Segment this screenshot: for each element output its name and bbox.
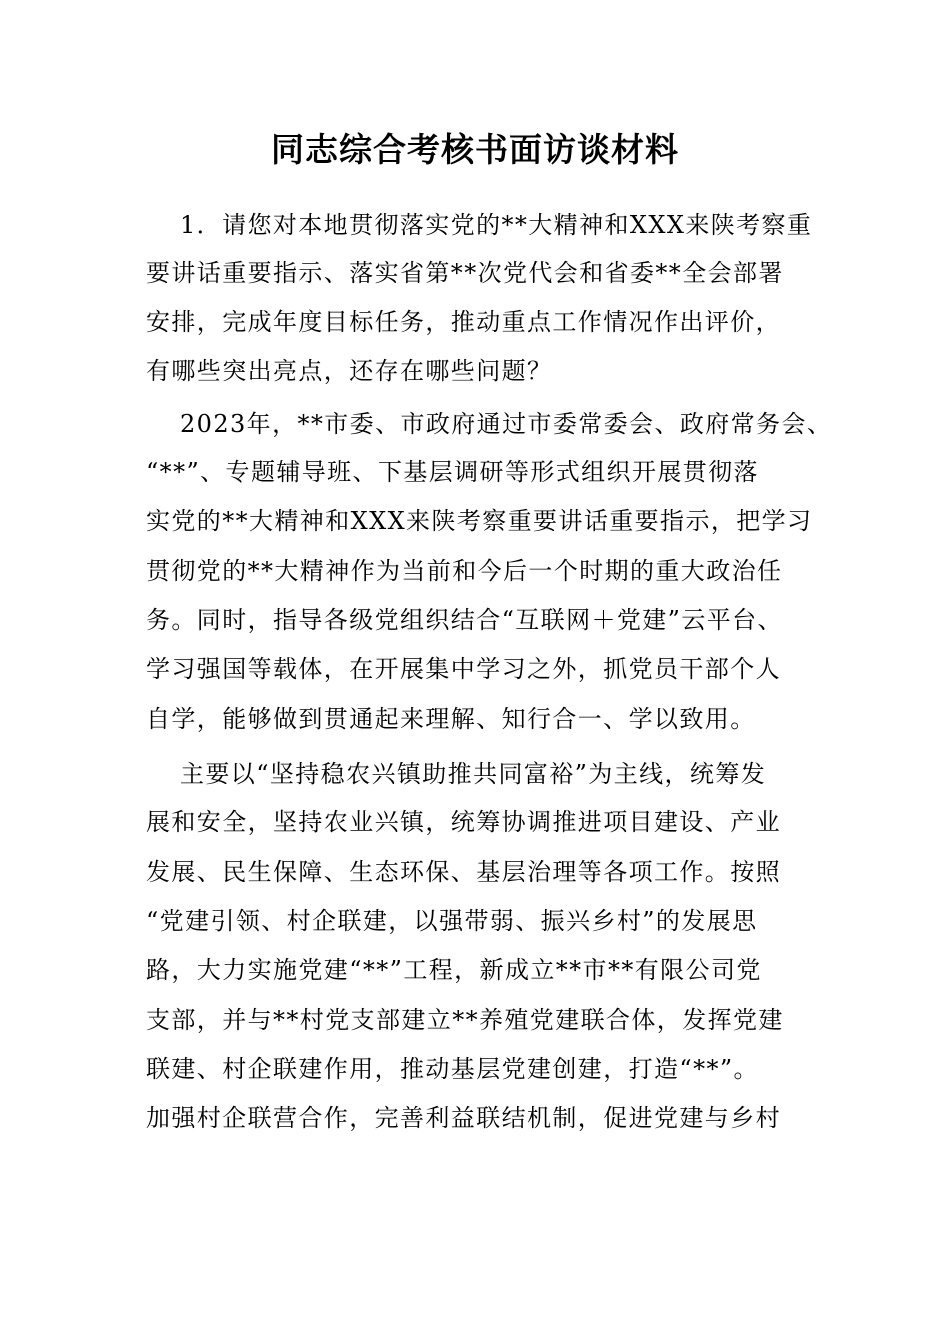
paragraph-2-line-6: 支部，并与**村党支部建立**养殖党建联合体，发挥党建 bbox=[146, 1006, 784, 1034]
paragraph-1-line-6: 学习强国等载体，在开展集中学习之外，抓党员干部个人 bbox=[146, 655, 781, 683]
paragraph-2-line-7: 联建、村企联建作用，推动基层党建创建，打造“**”。 bbox=[146, 1055, 759, 1083]
question-line-1: 1．请您对本地贯彻落实党的**大精神和XXX来陕考察重 bbox=[180, 211, 813, 239]
paragraph-2-line-2: 展和安全，坚持农业兴镇，统筹协调推进项目建设、产业 bbox=[146, 808, 781, 836]
paragraph-1-line-3: 实党的**大精神和XXX来陕考察重要讲话重要指示，把学习 bbox=[146, 507, 813, 535]
question-line-2: 要讲话重要指示、落实省第**次党代会和省委**全会部署 bbox=[146, 259, 784, 287]
paragraph-2-line-1: 主要以“坚持稳农兴镇助推共同富裕”为主线，统筹发 bbox=[180, 760, 767, 788]
paragraph-2-line-8: 加强村企联营合作，完善利益联结机制，促进党建与乡村 bbox=[146, 1104, 781, 1132]
document-title: 同志综合考核书面访谈材料 bbox=[271, 130, 679, 169]
paragraph-1-line-2: “**”、专题辅导班、下基层调研等形式组织开展贯彻落 bbox=[146, 458, 759, 486]
paragraph-1-line-4: 贯彻党的**大精神作为当前和今后一个时期的重大政治任 bbox=[146, 557, 783, 585]
paragraph-1-line-7: 自学，能够做到贯通起来理解、知行合一、学以致用。 bbox=[146, 705, 756, 733]
paragraph-2-line-3: 发展、民生保障、生态环保、基层治理等各项工作。按照 bbox=[146, 858, 781, 886]
question-line-4: 有哪些突出亮点，还存在哪些问题？ bbox=[146, 357, 553, 385]
paragraph-1-line-5: 务。同时，指导各级党组织结合“互联网＋党建”云平台、 bbox=[146, 606, 783, 634]
paragraph-1-line-1: 2023年，**市委、市政府通过市委常委会、政府常务会、 bbox=[180, 410, 833, 438]
paragraph-2-line-5: 路，大力实施党建“**”工程，新成立**市**有限公司党 bbox=[146, 956, 762, 984]
question-line-3: 安排，完成年度目标任务，推动重点工作情况作出评价， bbox=[146, 308, 781, 336]
paragraph-2-line-4: “党建引领、村企联建，以强带弱、振兴乡村”的发展思 bbox=[146, 907, 758, 935]
